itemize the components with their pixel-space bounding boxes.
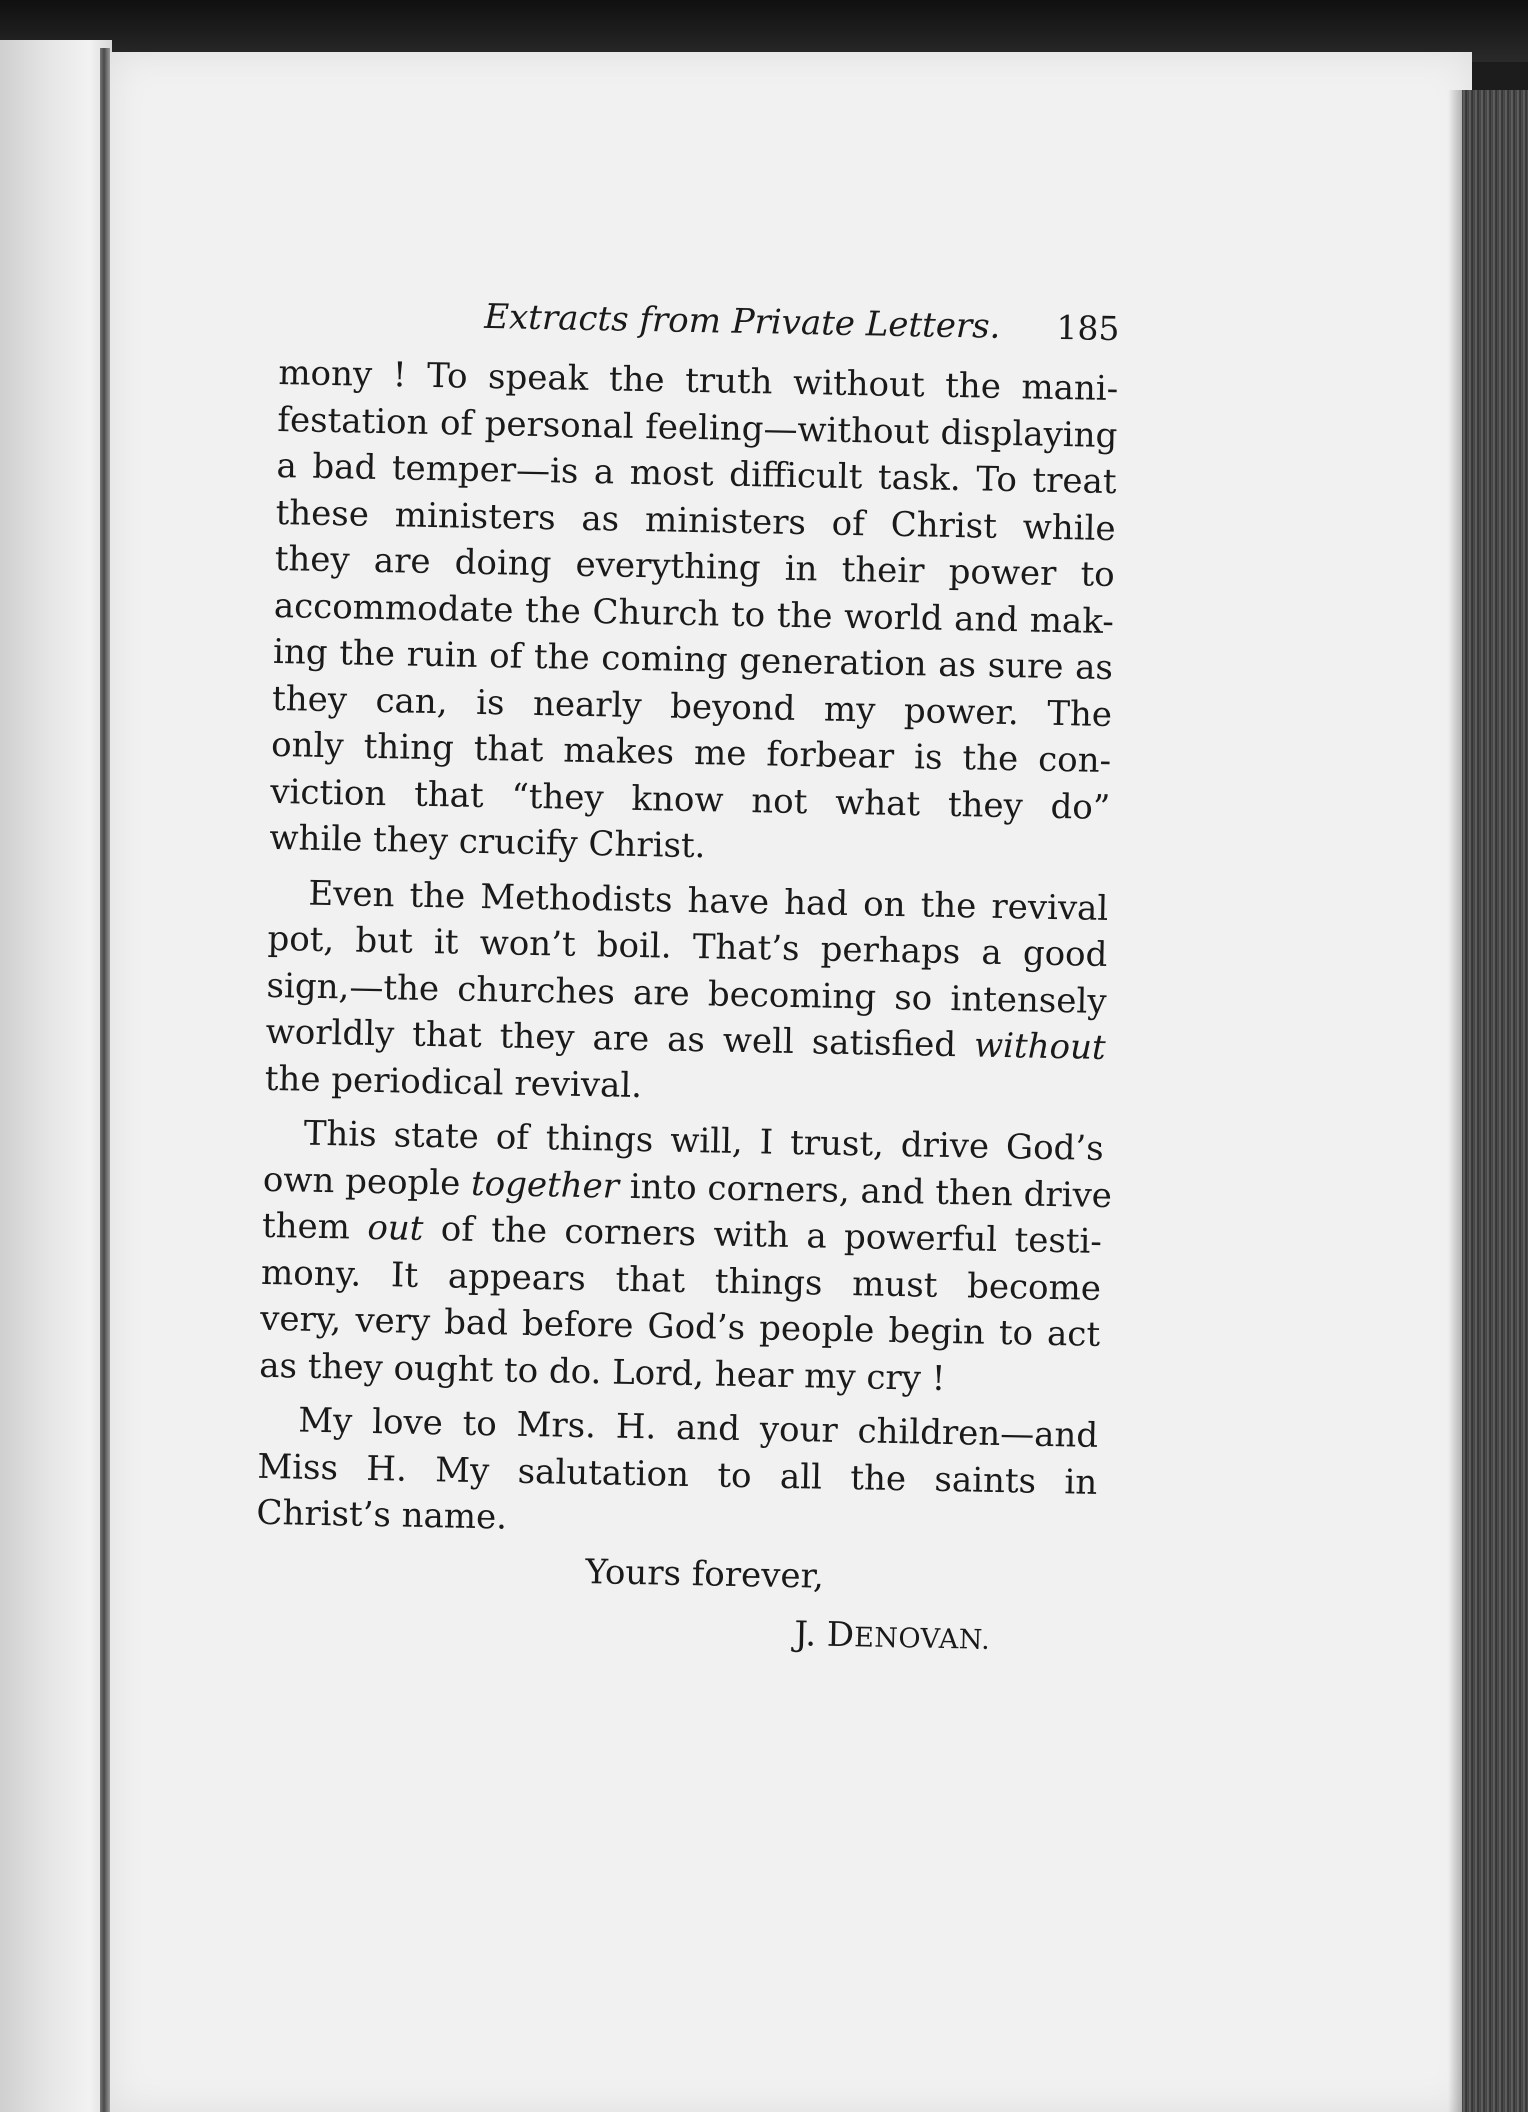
paragraph-3 [258,1110,1113,1405]
text-line: festation of personal feeling—without displaying [277,399,1118,456]
text-line: Christ’s name. [256,1492,508,1538]
text-line: a bad temper—is a most difficult task. To treat [276,445,1117,503]
text-line: Miss H. My salutation to all the saints in [257,1446,1098,1503]
text-line: pot, but it won’t boil. That’s perhaps a good [267,918,1108,976]
signature-initial: J. D [793,1613,855,1655]
letter-closing: Yours forever, [585,1551,825,1597]
running-title: Extracts from Private Letters. [483,296,1001,347]
text-line: they can, is nearly beyond my power. The [271,678,1113,735]
text-line: very, very bad before God’s people begin to act [259,1298,1101,1355]
text-line: they are doing everything in their power to [274,538,1116,596]
paragraph-1 [269,350,1119,878]
text-line: while they crucify Christ. [269,817,706,867]
text-line: My love to Mrs. H. and your children—and [297,1400,1099,1456]
text-line: as they ought to do. Lord, hear my cry ! [258,1345,946,1399]
italic-word: without [973,1025,1106,1068]
text-line: ing the ruin of the coming generation as sure as [272,631,1114,689]
text-line: viction that “they know not what they do” [269,771,1111,828]
text-line: Even the Methodists have had on the revival [308,873,1109,929]
text-run: own people [262,1159,472,1204]
text-line: accommodate the Church to the world and mak- [273,585,1115,642]
text-line: mony ! To speak the truth without the mani- [278,352,1119,410]
text-line: mony. It appears that things must become [260,1252,1102,1309]
text-line: only thing that makes me forbear is the con- [270,724,1112,782]
paragraph-4 [256,1397,1099,1553]
facing-page-edge [0,40,112,2112]
text-line: sign,—the churches are becoming so intensely [266,965,1107,1022]
page-text [254,290,1120,1668]
italic-word: out [367,1207,424,1249]
text-run: worldly that they are as well satisfied [265,1011,975,1066]
text-run: them [261,1205,368,1248]
text-run: of the corners with a powerful testi- [423,1208,1103,1262]
book-fore-edge [1462,90,1528,2112]
text-run: into corners, and then drive [618,1166,1113,1216]
page-number: 185 [1056,307,1120,349]
signature-rest: ENOVAN. [853,1621,991,1656]
book-gutter [100,48,110,2112]
paragraph-2 [264,869,1108,1118]
text-line: This state of things will, I trust, drive God’s [303,1113,1105,1169]
italic-word: together [470,1163,620,1207]
text-line: the periodical revival. [264,1058,643,1106]
text-line: these ministers as ministers of Christ while [275,492,1116,549]
